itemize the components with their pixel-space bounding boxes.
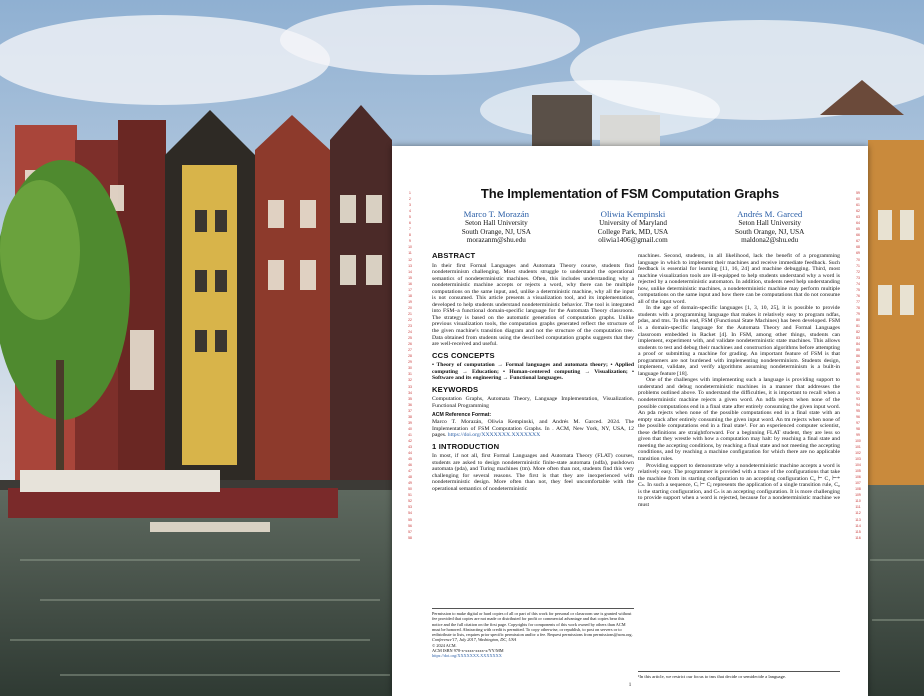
author-location: South Orange, NJ, USA bbox=[461, 227, 531, 236]
permission-block bbox=[432, 608, 634, 659]
left-column bbox=[432, 253, 634, 493]
author-email: maldona2@shu.edu bbox=[741, 236, 799, 245]
paper-page bbox=[392, 146, 868, 696]
permission-text: Permission to make digital or hard copies of all or part of this work for personal or classroom use is granted without fee provided that copies are not made or distributed for profit or commercial advantage and that copies bear this notice and the full citation on the first page. Copyrights for components of this work owned by others than ACM must be honored. Abstracting with credit is permitted. To copy otherwise, or republish, to post on servers or to redistribute to lists, requires prior specific permission and/or a fee. Request permissions from permissions@acm.org. bbox=[432, 611, 633, 638]
author-affiliation: Seton Hall University bbox=[738, 219, 802, 227]
ccs-text: • Theory of computation → Formal languages and automata theory; • Applied computing → Education; • Human-centered computing → Visualization; • Software and its engineering → Functional languages. bbox=[432, 362, 634, 382]
author-affiliation: Seton Hall University bbox=[464, 219, 528, 227]
author-affiliation: University of Maryland bbox=[599, 219, 667, 227]
author-name: Marco T. Morazán bbox=[463, 209, 530, 219]
abstract-text: In their first Formal Languages and Automata Theory course, students find nondeterminism challenging. Most students struggle to understand the operational semantics of nondeterministic machines. Often, this includes understanding why a nondeterministic machine accepts or rejects a word, why there can be multiple computations on the same input, and, unlike a deterministic machine, why all the input is not consumed. This article presents a visualization tool, and its implementation, developed to help students understand nondeterministic behavior. The tool is integrated into FSM–a functional domain-specific language for the Automata Theory classroom. The strategy is based on the automatic generation of computation graphs. Unlike previous visualization tools, the computation graphs generated reflect the structure of the given machine's transition diagram and not the structure of the computation tree. Data obtained from students using the described computation graphs suggests that they are well-received and useful. bbox=[432, 262, 634, 348]
author-location: College Park, MD, USA bbox=[597, 227, 669, 236]
intro-heading: 1 INTRODUCTION bbox=[432, 441, 500, 451]
conference-line: Conference'17, July 2017, Washington, DC, USA bbox=[432, 637, 517, 643]
line-numbers-left: 1 2 3 4 5 6 7 8 9 10 11 12 13 14 15 16 17 18 19 20 21 22 23 24 25 26 27 28 29 30 31 32 33 34 35 36 37 38 39 40 41 42 43 44 45 46 47 48 49 50 51 52 53 54 55 56 57 58 bbox=[408, 191, 412, 540]
ccs-heading: CCS CONCEPTS bbox=[432, 350, 495, 360]
reference-format-body: Marco T. Morazán, Oliwia Kempinski, and Andrés M. Garced. 2024. The Implementation of FSM Computation Graphs. In . ACM, New York, NY, USA, 12 pages. bbox=[432, 419, 634, 439]
body-paragraph-4: Providing support to demonstrate why a nondeterministic machine accepts a word is relatively easy. The programmer is provided with a trace of the configurations that take the machine from its starting configuration to an accepting configuration C₀ ⊢ C₁ ⊢* Cₙ. In such a sequence, Cᵢ ⊢ Cⱼ represents the application of a single transition rule, C₀ is the starting configuration, and Cₙ is an accepting configuration. It is more challenging to provide support when a word is rejected, because for a nondeterministic machine we must bbox=[638, 462, 840, 508]
author-2 bbox=[565, 209, 702, 245]
author-name: Oliwia Kempinski bbox=[600, 209, 666, 219]
line-numbers-right: 59 60 61 62 63 64 65 66 67 68 69 70 71 72 73 74 75 76 77 78 79 80 81 82 83 84 85 86 87 88 89 90 91 92 93 94 95 96 97 98 99 100 101 102 103 104 105 106 107 108 109 110 111 112 113 114 115 116 bbox=[855, 191, 861, 540]
author-email: oliwia1406@gmail.com bbox=[598, 236, 668, 245]
keywords-text: Computation Graphs, Automata Theory, Language Implementation, Visualization, Functional Programming bbox=[432, 396, 634, 409]
author-location: South Orange, NJ, USA bbox=[735, 227, 805, 236]
author-1 bbox=[428, 209, 565, 245]
reference-format-heading: ACM Reference Format: bbox=[432, 412, 492, 419]
footnote: ¹In this article, we restrict our focus to tms that decide or semidecide a language. bbox=[638, 671, 840, 679]
isbn-line: ACM ISBN 978-x-xxxx-xxxx-x/YY/MM bbox=[432, 648, 504, 654]
reference-format-text bbox=[432, 419, 634, 439]
author-name: Andrés M. Garced bbox=[737, 209, 803, 219]
intro-text: In most, if not all, first Formal Languages and Automata Theory (FLAT) courses, students are asked to design nondeterministic finite-state automata (ndfa), pushdown automata (pda), and Turing machines (tm). More often than not, students find this very challenging for several reasons. The first is that they are inexperienced with nondeterministic design. More often than not, they feel uncomfortable with the operational semantics of nondeterministic bbox=[432, 453, 634, 492]
paper-title: The Implementation of FSM Computation Graphs bbox=[480, 186, 780, 201]
copyright-line: © 2024 ACM. bbox=[432, 642, 457, 648]
body-paragraph-3: One of the challenges with implementing such a language is providing support to understand and debug nondeterministic machines in a manner that addresses the problems outlined above. To understand the difficulties, it is important to recall when a nondeterministic machine rejects a given word. An ndfa rejects when none of the possible computations end in a final state after entirely consuming the given input word. An pda rejects when none of the possible computations end in a final state with an empty stack after entirely consuming the given input word. An tm rejects when none of the possible computations end in a final state¹. For an experienced computer scientist, these definitions are straightforward. For a beginning FLAT student, they are less so given that they wrestle with how a computation may halt: by reaching a final state and meeting the accepting conditions, by reaching a final state and not meeting the accepting conditions, and by reaching a machine configuration for which there are no applicable transition rules. bbox=[638, 377, 840, 462]
author-3 bbox=[701, 209, 838, 245]
page-number: 1 bbox=[628, 683, 632, 688]
keywords-heading: KEYWORDS bbox=[432, 384, 479, 394]
abstract-heading: ABSTRACT bbox=[432, 251, 476, 260]
author-email: morazanm@shu.edu bbox=[466, 236, 526, 245]
body-paragraph-1: machines. Second, students, in all likelihood, lack the benefit of a programming language in which to implement their machines and receive immediate feedback. Such feedback is essential for learning [11, 16, 24] and machine debugging. Third, most machine visualization tools are ill-equipped to help students understand why a word is rejected by a nondeterministic automaton. In addition, students need help understanding how, unlike deterministic machines, a nondeterministic machine may perform multiple computations on the same input and how there can be computations that do not consume all of the input word. bbox=[638, 253, 840, 305]
author-block bbox=[428, 209, 838, 245]
right-column bbox=[638, 253, 840, 508]
doi-footer-link[interactable]: https://doi.org/XXXXXXX.XXXXXXX bbox=[432, 653, 502, 659]
body-paragraph-2: In the age of domain-specific languages [1, 3, 10, 25], it is possible to provide students with a programming language that makes it relatively easy to program ndfas, pdas, and tms. To this end, FSM (Functional State Machines) has been developed. FSM is a domain-specific language for the Automata Theory and Formal Languages classroom embedded in Racket [4]. In FSM, among other things, students can implement, experiment with, and validate nondeterministic state machines. This allows students to test and debug their machines and construction algorithms before attempting a proof or submitting a machine for grading. An important feature of FSM is that programmers are not burdened with implementing nondeterminism. Students design, implement, validate, and verify algorithms assuming nondeterminism is a built-in language feature [18]. bbox=[638, 305, 840, 377]
doi-link[interactable]: https://doi.org/XXXXXXX.XXXXXXX bbox=[447, 432, 541, 439]
